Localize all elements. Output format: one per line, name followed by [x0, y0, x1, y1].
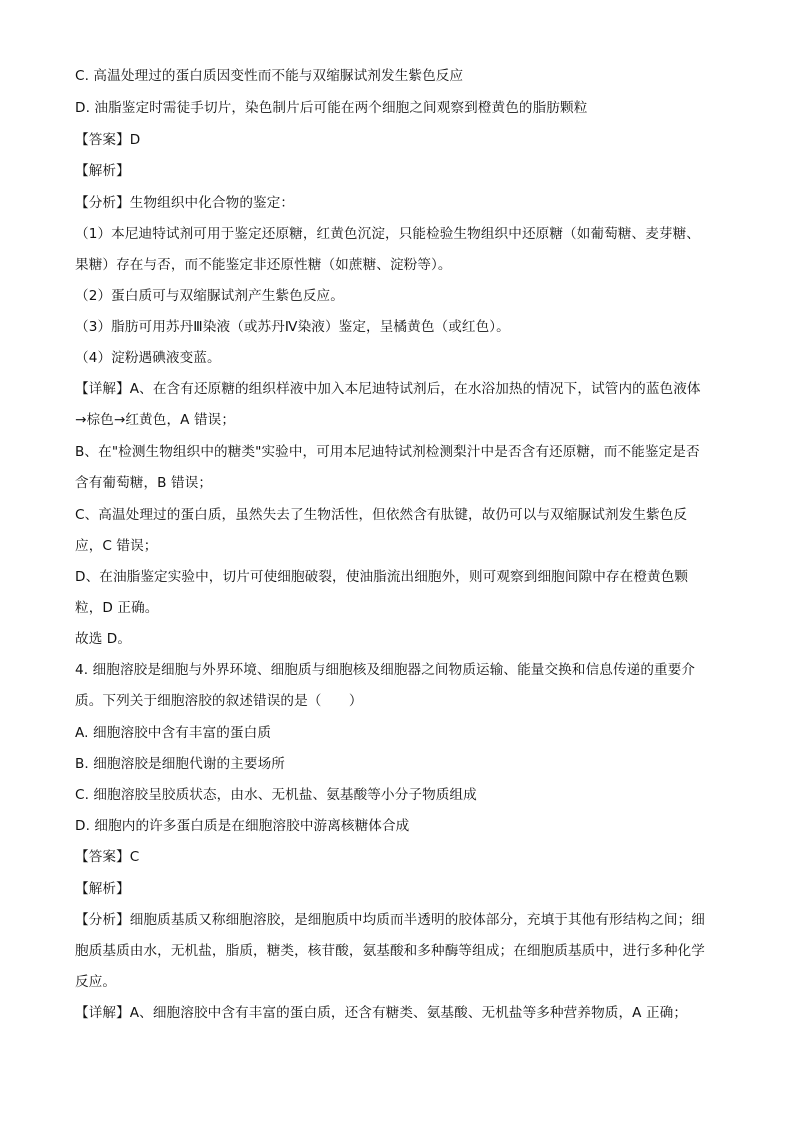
analysis-heading-q3: 【解析】	[75, 163, 130, 179]
question-4-stem-cont: 质。下列关于细胞溶胶的叙述错误的是（ ）	[75, 693, 363, 709]
detail-a-q3: 【详解】A、在含有还原糖的组织样液中加入本尼迪特试剂后，在水浴加热的情况下，试管内的蓝色液体	[75, 381, 701, 397]
analysis-heading-q4: 【解析】	[75, 881, 130, 897]
detail-b-q3-cont: 含有葡萄糖，B 错误；	[75, 475, 213, 491]
detail-d-q3: D、在油脂鉴定实验中，切片可使细胞破裂，使油脂流出细胞外，则可观察到细胞间隙中存在橙黄色颗	[75, 569, 689, 585]
analysis-point-1: （1）本尼迪特试剂可用于鉴定还原糖，红黄色沉淀，只能检验生物组织中还原糖（如葡萄糖、麦芽糖、	[75, 226, 700, 242]
conclusion-q3: 故选 D。	[75, 631, 132, 647]
analysis-intro-q3: 【分析】生物组织中化合物的鉴定：	[75, 195, 295, 211]
option-d-q3: D. 油脂鉴定时需徒手切片，染色制片后可能在两个细胞之间观察到橙黄色的脂肪颗粒	[75, 100, 588, 116]
detail-a-q3-cont: →棕色→红黄色，A 错误；	[75, 412, 236, 428]
detail-b-q3: B、在"检测生物组织中的糖类"实验中，可用本尼迪特试剂检测梨汁中是否含有还原糖，而不能鉴定是否	[75, 444, 700, 460]
option-c-q3: C. 高温处理过的蛋白质因变性而不能与双缩脲试剂发生紫色反应	[75, 68, 464, 84]
analysis-q4-cont-2: 反应。	[75, 974, 117, 990]
analysis-q4: 【分析】细胞质基质又称细胞溶胶，是细胞质中均质而半透明的胶体部分，充填于其他有形结构之间；细	[75, 912, 705, 928]
answer-q4: 【答案】C	[75, 849, 140, 865]
analysis-point-4: （4）淀粉遇碘液变蓝。	[75, 350, 221, 366]
analysis-point-1-cont: 果糖）存在与否，而不能鉴定非还原性糖（如蔗糖、淀粉等）。	[75, 257, 452, 273]
option-c-q4: C. 细胞溶胶呈胶质状态，由水、无机盐、氨基酸等小分子物质组成	[75, 787, 477, 803]
option-d-q4: D. 细胞内的许多蛋白质是在细胞溶胶中游离核糖体合成	[75, 818, 410, 834]
detail-a-q4: 【详解】A、细胞溶胶中含有丰富的蛋白质，还含有糖类、氨基酸、无机盐等多种营养物质，A 正确；	[75, 1005, 688, 1021]
detail-c-q3-cont: 应，C 错误；	[75, 538, 158, 554]
analysis-q4-cont: 胞质基质由水，无机盐，脂质，糖类，核苷酸，氨基酸和多种酶等组成；在细胞质基质中，进行多种化学	[75, 943, 705, 959]
option-a-q4: A. 细胞溶胶中含有丰富的蛋白质	[75, 725, 272, 741]
option-b-q4: B. 细胞溶胶是细胞代谢的主要场所	[75, 756, 285, 772]
answer-q3: 【答案】D	[75, 132, 141, 148]
analysis-point-3: （3）脂肪可用苏丹Ⅲ染液（或苏丹Ⅳ染液）鉴定，呈橘黄色（或红色）。	[75, 319, 510, 335]
analysis-point-2: （2）蛋白质可与双缩脲试剂产生紫色反应。	[75, 288, 344, 304]
detail-c-q3: C、高温处理过的蛋白质，虽然失去了生物活性，但依然含有肽键，故仍可以与双缩脲试剂发生紫色反	[75, 507, 688, 523]
detail-d-q3-cont: 粒，D 正确。	[75, 600, 159, 616]
question-4-stem: 4. 细胞溶胶是细胞与外界环境、细胞质与细胞核及细胞器之间物质运输、能量交换和信息传递的重要介	[75, 662, 696, 678]
